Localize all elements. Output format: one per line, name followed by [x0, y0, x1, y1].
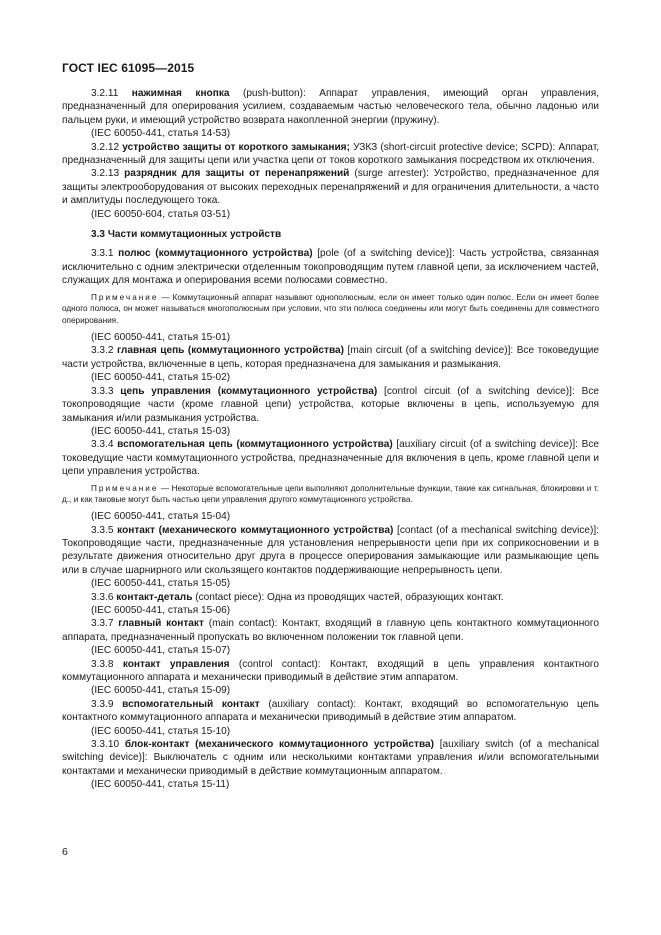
term-name: контакт (механического коммутационного устройства)	[117, 524, 394, 536]
term-number: 3.3.10	[91, 739, 120, 751]
term-text: [main circuit (of a switching device)]: Все токоведущие части устройства, включенные в цепь, которая предназначена для замыкания и размыкания.	[62, 345, 599, 370]
term-number: 3.3.1	[91, 248, 114, 260]
term-number: 3.3.6	[91, 591, 114, 603]
term-definition	[62, 658, 599, 685]
term-name: вспомогательный контакт	[122, 698, 260, 710]
section-heading: 3.3 Части коммутационных устройств	[91, 229, 282, 241]
term-text: (surge arrester): Устройство, предназначенное для защиты электрооборудования от высоких переходных перенапряжений и для ограничения длительности, а часто и амплитуды последующего тока.	[62, 168, 599, 207]
term-text: [auxiliary circuit (of a switching device)]: Все токоведущие части коммутационного устройства, предназначенные для включения в цепь, кроме главной цепи и цепи управления устройства.	[62, 439, 599, 478]
source-reference: (IEC 60050-441, статья 14-53)	[91, 128, 231, 140]
term-number: 3.3.8	[91, 658, 114, 670]
term-text: УЗКЗ (short-circuit protective device; SCPD): Аппарат, предназначенный для защиты цепи или участка цепи от токов короткого замыкания посредством их отключения.	[62, 141, 600, 167]
term-text: [contact (of a mechanical switching device)]: Токопроводящие части, предназначенные для установления непрерывности цепи при их соприкосновении и в результате движения относительно друг друга в процессе оперирования замыкающие или размыкающие цепь или в случае шарнирного или скользящего контактов поддерживающие непрерывность цепи.	[62, 524, 599, 576]
term-name: цепь управления (коммутационного устройства)	[120, 385, 378, 397]
term-definition	[62, 738, 599, 778]
document-header: ГОСТ IEC 61095—2015	[62, 61, 195, 75]
term-number: 3.2.11	[91, 88, 119, 99]
term-definition	[62, 617, 599, 644]
term-number: 3.3.2	[91, 345, 114, 357]
term-number: 3.3.3	[91, 385, 114, 397]
term-number: 3.3.7	[91, 618, 114, 630]
term-number: 3.2.12	[91, 141, 120, 153]
source-reference: (IEC 60050-441, статья 15-10)	[91, 725, 231, 737]
term-number: 3.2.13	[91, 168, 120, 180]
source-reference: (IEC 60050-441, статья 15-04)	[91, 511, 231, 523]
term-text: [pole (of a switching device)]: Часть устройства, связанная исключительно с одним электрически отделенным токопроводящим путем главной цепи, за исключением частей, служащих для монтажа и оперирования всеми полюсами совместно.	[62, 248, 600, 287]
term-definition	[62, 524, 599, 578]
term-name: блок-контакт (механического коммутационного устройства)	[124, 739, 434, 751]
term-number: 3.3.4	[91, 439, 114, 451]
source-reference: (IEC 60050-441, статья 15-09)	[91, 685, 231, 697]
term-definition	[62, 167, 599, 207]
document-body	[62, 87, 599, 792]
term-definition	[62, 591, 599, 604]
page-number: 6	[62, 846, 68, 858]
term-name: разрядник для защиты от перенапряжений	[124, 168, 350, 180]
source-reference: (IEC 60050-441, статья 15-06)	[91, 604, 231, 616]
term-definition	[62, 438, 599, 478]
term-name: устройство защиты от короткого замыкания;	[122, 141, 350, 153]
term-text: [auxiliary switch (of a mechanical switching device)]: Выключатель с одним или несколькими контактами управления и/или вспомогательными контактами и механически приводимый в действие коммутационным аппаратом.	[62, 739, 599, 777]
term-definition	[62, 344, 599, 371]
term-name: нажимная кнопка	[131, 88, 230, 99]
term-definition	[62, 385, 599, 425]
term-name: контакт управления	[122, 658, 230, 670]
term-definition	[62, 141, 599, 168]
term-number: 3.3.9	[91, 698, 114, 710]
source-reference: (IEC 60050-441, статья 15-05)	[91, 578, 231, 590]
source-reference: (IEC 60050-441, статья 15-03)	[91, 425, 231, 437]
term-text: (push-button): Аппарат управления, имеющий орган управления, предназначенный для оперирования усилием, создаваемым частью человеческого тела, обычно ладонью или пальцем руки, и имеющий устройство возврата накопленной энергии (пружину).	[62, 88, 599, 126]
term-definition	[62, 247, 599, 287]
term-name: главная цепь (коммутационного устройства)	[116, 345, 345, 357]
term-definition	[62, 698, 599, 725]
term-text: [control circuit (of a switching device)]: Все токопроводящие части (кроме главной цепи) устройства, которые включены в цепь, используемую для замыкания и/или размыкания устройства.	[62, 385, 599, 424]
term-name: вспомогательная цепь (коммутационного устройства)	[117, 439, 393, 451]
source-reference: (IEC 60050-441, статья 15-07)	[91, 645, 231, 657]
term-number: 3.3.5	[91, 524, 114, 536]
note	[62, 292, 599, 327]
note-text: — Коммутационный аппарат называют однополюсным, если он имеет только один полюс. Если он имеет более одного полюса, он может называться многополюсным при условии, что эти полюса соединены или могут быть соединены для совместного оперирования.	[62, 292, 599, 326]
term-text: (main contact): Контакт, входящий в главную цепь контактного коммутационного аппарата, предназначенный пропускать во включенном положении ток главной цепи.	[62, 618, 599, 643]
note-label: Примечание	[91, 483, 159, 493]
source-reference: (IEC 60050-441, статья 15-11)	[91, 779, 230, 791]
source-reference: (IEC 60050-604, статья 03-51)	[91, 208, 231, 220]
term-text: (auxiliary contact): Контакт, входящий во вспомогательную цепь контактного коммутационного аппарата и механически приводимый в действие этим аппаратом.	[62, 698, 599, 724]
source-reference: (IEC 60050-441, статья 15-02)	[91, 372, 231, 384]
term-name: полюс (коммутационного устройства)	[118, 248, 313, 260]
note	[62, 483, 599, 507]
term-text: (contact piece): Одна из проводящих частей, образующих контакт.	[192, 591, 504, 603]
term-definition	[62, 87, 599, 127]
term-name: главный контакт	[118, 618, 204, 630]
term-name: контакт-деталь	[116, 591, 193, 603]
term-text: (control contact): Контакт, входящий в цепь управления контактного коммутационного аппарата и механически приводимый в действие этим аппаратом.	[62, 658, 600, 684]
source-reference: (IEC 60050-441, статья 15-01)	[91, 332, 231, 344]
note-label: Примечание	[91, 292, 159, 302]
note-text: — Некоторые вспомогательные цепи выполняют дополнительные функции, такие как сигнальная, блокировки и т. д., и как таковые могут быть частью цепи управления другого коммутационного устройства.	[62, 483, 599, 505]
